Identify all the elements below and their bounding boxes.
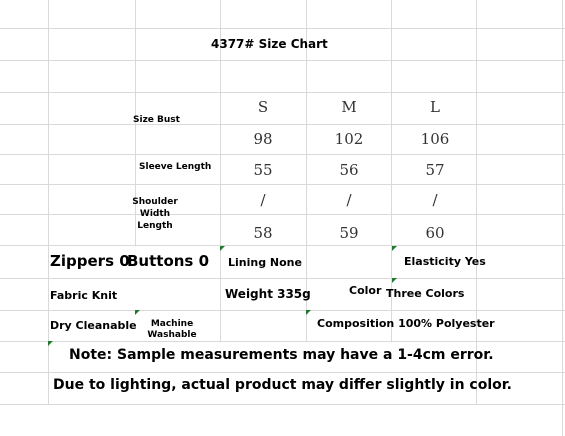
gridline <box>0 184 565 185</box>
lining-attribute: Lining None <box>228 256 302 269</box>
length-value-m: 59 <box>339 224 359 242</box>
washable-label: Washable <box>147 330 197 340</box>
width-label: Width <box>139 209 171 219</box>
gridline <box>0 60 565 61</box>
cell-comment-indicator <box>135 310 140 315</box>
weight-attribute: Weight 335g <box>225 287 311 301</box>
shoulder-value-s: / <box>260 191 266 209</box>
cell-comment-indicator <box>306 310 311 315</box>
length-label: Length <box>137 221 173 231</box>
gridline <box>0 28 565 29</box>
zippers-attribute: Zippers 0 <box>50 252 130 270</box>
cell-comment-indicator <box>48 341 53 346</box>
bust-value-l: 106 <box>420 130 450 148</box>
size-bust-label: Size Bust <box>133 115 180 125</box>
gridline <box>0 278 565 279</box>
size-m-header: M <box>341 98 357 116</box>
length-value-s: 58 <box>253 224 273 242</box>
cell-comment-indicator <box>392 278 397 283</box>
composition-attribute: Composition 100% Polyester <box>317 317 495 330</box>
shoulder-value-l: / <box>432 191 438 209</box>
color-value: Three Colors <box>386 287 465 300</box>
gridline <box>476 0 477 404</box>
buttons-attribute: Buttons 0 <box>127 252 210 270</box>
cell-comment-indicator <box>220 246 225 251</box>
length-value-l: 60 <box>425 224 445 242</box>
gridline <box>0 92 565 93</box>
sleeve-length-label: Sleeve Length <box>139 162 212 172</box>
gridline <box>0 154 565 155</box>
gridline <box>0 341 565 342</box>
fabric-attribute: Fabric Knit <box>50 289 118 302</box>
color-label: Color <box>349 284 382 297</box>
gridline <box>0 404 565 405</box>
cell-comment-indicator <box>392 246 397 251</box>
gridline <box>0 214 565 215</box>
dry-cleanable-attribute: Dry Cleanable <box>50 319 137 332</box>
shoulder-label: Shoulder <box>132 197 178 207</box>
gridline <box>0 372 565 373</box>
size-s-header: S <box>257 98 269 116</box>
sleeve-value-m: 56 <box>339 161 359 179</box>
sleeve-value-l: 57 <box>425 161 445 179</box>
sleeve-value-s: 55 <box>253 161 273 179</box>
size-l-header: L <box>430 98 440 116</box>
chart-title: 4377# Size Chart <box>211 37 328 51</box>
shoulder-value-m: / <box>346 191 352 209</box>
gridline <box>0 310 565 311</box>
bust-value-m: 102 <box>334 130 364 148</box>
elasticity-attribute: Elasticity Yes <box>404 255 486 268</box>
gridline <box>562 0 563 436</box>
measurement-note: Note: Sample measurements may have a 1-4cm error. <box>69 347 494 363</box>
gridline <box>0 245 565 246</box>
gridline <box>0 124 565 125</box>
bust-value-s: 98 <box>253 130 273 148</box>
machine-label: Machine <box>150 319 194 329</box>
lighting-note: Due to lighting, actual product may differ slightly in color. <box>53 377 512 393</box>
gridline <box>220 0 221 341</box>
